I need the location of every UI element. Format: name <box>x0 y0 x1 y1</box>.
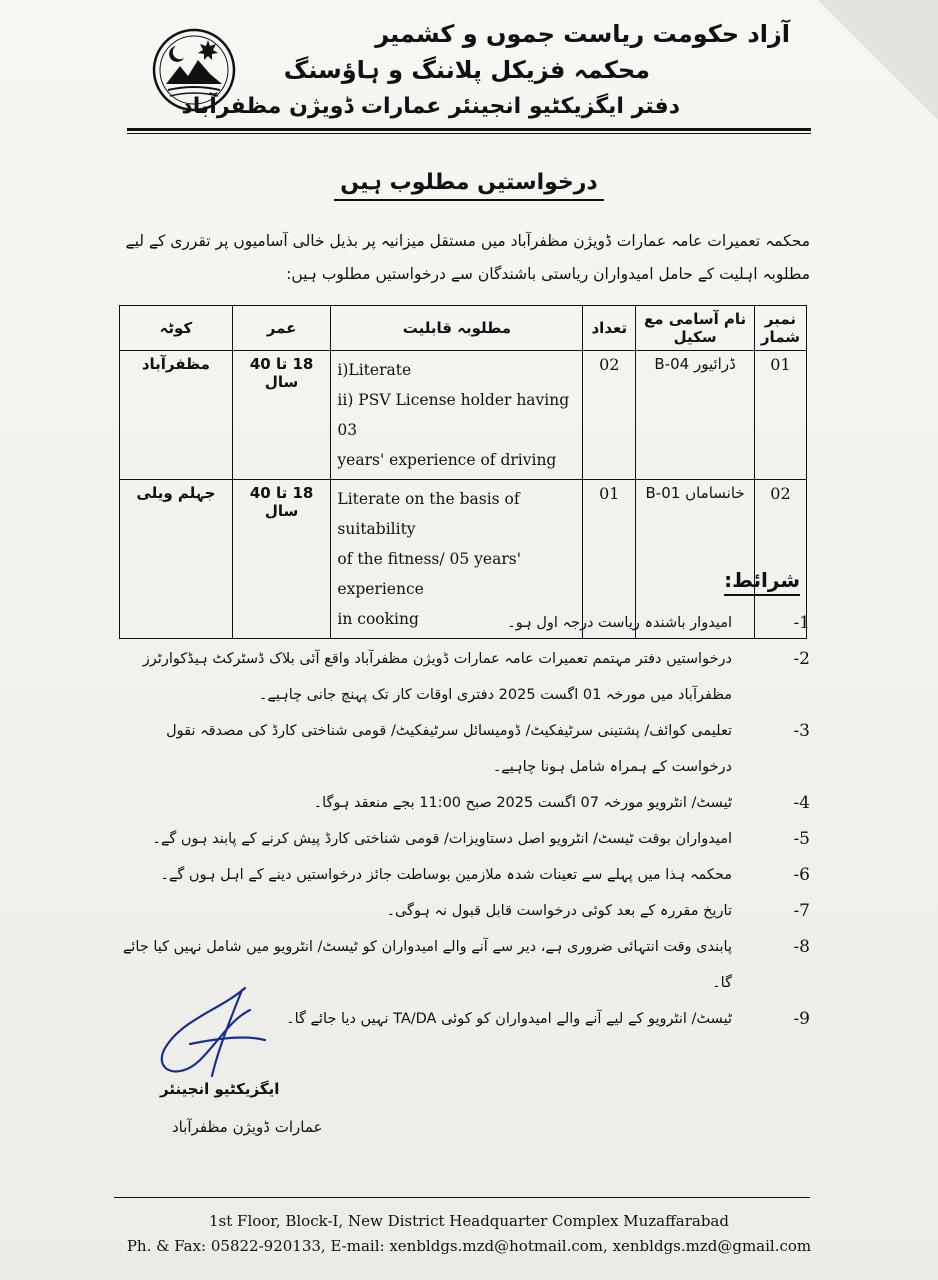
col-quota: کوٹہ <box>120 306 233 351</box>
condition-text: ٹیسٹ/ انٹرویو کے لیے آنے والے امیدواران کو کوئی TA/DA نہیں دیا جائے گا۔ <box>286 1011 732 1027</box>
col-qualification: مطلوبہ قابلیت <box>331 306 583 351</box>
condition-text: درخواستیں دفتر مہتمم تعمیرات عامہ عمارات ڈویژن مظفرآباد واقع آئی بلاک ڈسٹرکٹ ہیڈکوارٹرز مظفرآباد میں مورخہ 01 اگست 2025 دفتری اوقات کار تک پہنچ جانی چاہیے۔ <box>142 651 732 703</box>
footer-rule <box>114 1197 810 1198</box>
condition-item <box>115 857 810 893</box>
condition-number: -4 <box>793 793 810 813</box>
condition-item <box>115 605 810 641</box>
col-serial: نمبر شمار <box>754 306 806 351</box>
condition-number: -1 <box>793 613 810 633</box>
cell-quota: جہلم ویلی <box>120 480 233 639</box>
page-corner-fold <box>818 0 938 120</box>
conditions-heading: شرائط: <box>724 568 800 596</box>
cell-quota: مظفرآباد <box>120 351 233 480</box>
qualification-line: of the fitness/ 05 years' experience <box>337 550 521 598</box>
letterhead <box>130 18 810 133</box>
condition-number: -6 <box>793 865 810 885</box>
signatory-office: عمارات ڈویژن مظفرآباد <box>172 1118 323 1136</box>
handwritten-signature <box>150 980 320 1090</box>
condition-number: -3 <box>793 721 810 741</box>
cell-age: 18 تا 40 سال <box>232 480 331 639</box>
header-government: آزاد حکومت ریاست جموں و کشمیر <box>375 20 790 48</box>
col-age: عمر <box>232 306 331 351</box>
condition-text: امیدوار باشندہ ریاست درجہ اول ہو۔ <box>507 615 732 631</box>
condition-item <box>115 893 810 929</box>
col-count: تعداد <box>583 306 636 351</box>
footer-address: 1st Floor, Block-I, New District Headquarter Complex Muzaffarabad <box>209 1212 729 1230</box>
condition-text: تعلیمی کوائف/ پشتینی سرٹیفکیٹ/ ڈومیسائل سرٹیفکیٹ/ قومی شناختی کارڈ کی مصدقہ نقول درخواست کے ہمراہ شامل ہونا چاہیے۔ <box>166 723 732 775</box>
condition-text: محکمہ ہذا میں پہلے سے تعینات شدہ ملازمین بوساطت جائز درخواستیں دینے کے اہل ہوں گے۔ <box>160 867 732 883</box>
condition-text: تاریخ مقررہ کے بعد کوئی درخواست قابل قبول نہ ہوگی۔ <box>386 903 732 919</box>
qualification-line: Literate on the basis of suitability <box>337 490 520 538</box>
cell-serial: 02 <box>754 480 806 639</box>
cell-serial: 01 <box>754 351 806 480</box>
cell-age: 18 تا 40 سال <box>232 351 331 480</box>
vacancies-table <box>119 305 807 639</box>
condition-text: پابندی وقت انتہائی ضروری ہے، دیر سے آنے والے امیدواران کو ٹیسٹ/ انٹرویو میں شامل نہیں کیا جائے گا۔ <box>122 939 732 991</box>
qualification-line: years' experience of driving <box>337 451 557 469</box>
header-office: دفتر ایگزیکٹیو انجینئر عمارات ڈویژن مظفرآباد <box>181 94 680 119</box>
condition-number: -8 <box>793 937 810 957</box>
cell-post: ڈرائیور B-04 <box>636 351 755 480</box>
condition-number: -5 <box>793 829 810 849</box>
qualification-line: ii) PSV License holder having 03 <box>337 391 570 439</box>
condition-item <box>115 713 810 785</box>
condition-number: -7 <box>793 901 810 921</box>
condition-item <box>115 785 810 821</box>
condition-number: -2 <box>793 649 810 669</box>
header-rule <box>127 128 811 131</box>
notice-title: درخواستیں مطلوب ہیں <box>0 170 938 195</box>
conditions-list <box>115 605 810 1037</box>
table-row <box>120 351 807 480</box>
condition-text: امیدواران بوقت ٹیسٹ/ انٹرویو اصل دستاویزات/ قومی شناختی کارڈ پیش کرنے کے پابند ہوں گے۔ <box>152 831 732 847</box>
header-department: محکمہ فزیکل پلاننگ و ہاؤسنگ <box>283 56 650 84</box>
notice-intro: محکمہ تعمیرات عامہ عمارات ڈویژن مظفرآباد میں مستقل میزانیہ پر بذیل خالی آسامیوں پر تقرری کے لیے مطلوبہ اہلیت کے حامل امیدواران ریاستی باشندگان سے درخواستیں مطلوب ہیں: <box>125 232 810 283</box>
condition-item <box>115 641 810 713</box>
header-rule-thin <box>127 133 811 134</box>
condition-text: ٹیسٹ/ انٹرویو مورخہ 07 اگست 2025 صبح 11:00 بجے منعقد ہوگا۔ <box>313 795 732 811</box>
cell-qualification <box>331 351 583 480</box>
qualification-line: i)Literate <box>337 361 412 379</box>
table-header-row <box>120 306 807 351</box>
signatory-title: ایگزیکٹیو انجینئر <box>160 1080 280 1098</box>
cell-count: 01 <box>583 480 636 639</box>
condition-number: -9 <box>793 1009 810 1029</box>
condition-item <box>115 821 810 857</box>
qualification-line: in cooking <box>337 610 419 628</box>
cell-post: خانساماں B-01 <box>636 480 755 639</box>
col-post: نام آسامی مع سکیل <box>636 306 755 351</box>
footer-contact: Ph. & Fax: 05822-920133, E-mail: xenbldgs.mzd@hotmail.com, xenbldgs.mzd@gmail.com <box>126 1237 812 1255</box>
cell-count: 02 <box>583 351 636 480</box>
